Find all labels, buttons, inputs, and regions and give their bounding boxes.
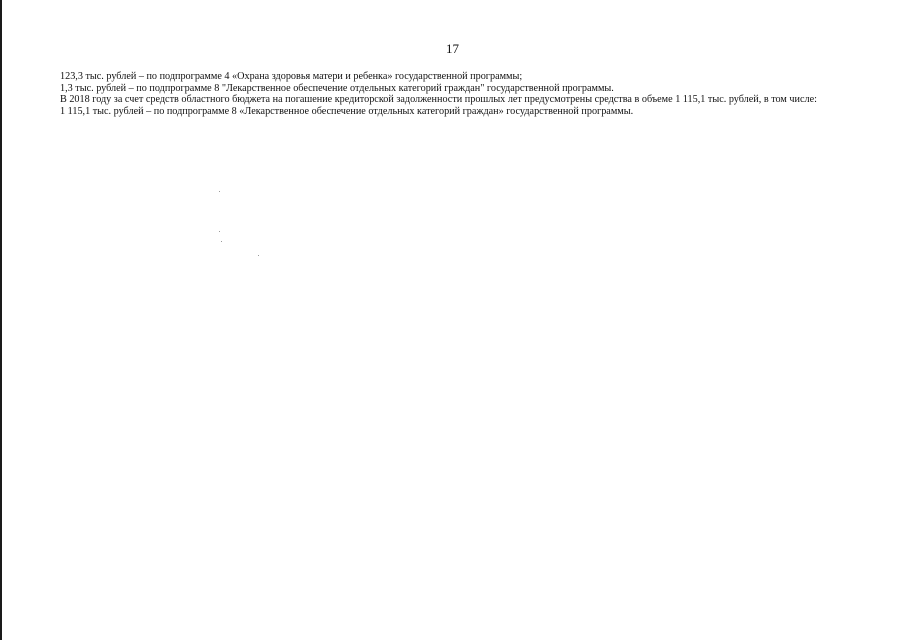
- paragraph-subprogram-4: 123,3 тыс. рублей – по подпрограмме 4 «Охрана здоровья матери и ребенка» государственной программы;: [60, 71, 523, 82]
- paragraph-subprogram-8: 1,3 тыс. рублей – по подпрограмме 8 "Лекарственное обеспечение отдельных категорий граждан" государственной программы.: [60, 82, 614, 94]
- document-body: [36, 71, 879, 117]
- page-left-border: [0, 0, 2, 640]
- paragraph-subprogram-8-debt: 1 115,1 тыс. рублей – по подпрограмме 8 «Лекарственное обеспечение отдельных категорий граждан» государственной программы.: [60, 105, 634, 117]
- scan-speck: [221, 241, 222, 242]
- paragraph-2018-debt: В 2018 году за счет средств областного бюджета на погашение кредиторской задолженности прошлых лет предусмотрены средства в объеме 1 115,1 тыс. рублей, в том числе:: [60, 94, 817, 106]
- page-number: 17: [446, 41, 459, 56]
- scan-speck: [219, 231, 220, 232]
- scan-speck: [219, 191, 220, 192]
- scan-speck: [258, 255, 259, 256]
